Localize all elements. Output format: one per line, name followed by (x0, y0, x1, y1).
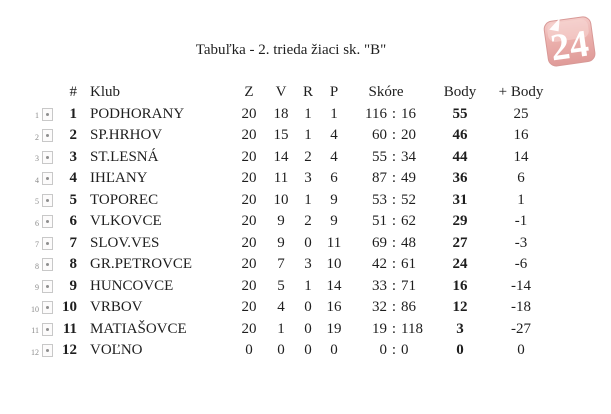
row-marker (39, 258, 55, 271)
header-r: R (302, 84, 313, 101)
header-body: Body (443, 84, 477, 101)
plus-body-cell: 6 (517, 170, 525, 187)
v-cell: 4 (277, 299, 285, 316)
v-cell: 1 (277, 320, 285, 337)
row-marker-number: 1 (35, 111, 39, 121)
z-cell: 20 (241, 191, 257, 208)
club-cell: SLOV.VES (90, 234, 160, 251)
body-cell: 24 (452, 256, 468, 273)
bullet-box-icon (42, 237, 53, 250)
r-cell: 0 (304, 234, 312, 251)
z-cell: 20 (241, 256, 257, 273)
r-cell: 1 (304, 277, 312, 294)
score-separator: : (391, 320, 397, 337)
r-cell: 2 (304, 148, 312, 165)
z-cell: 20 (241, 148, 257, 165)
rank-cell: 7 (69, 234, 77, 251)
score-against-cell: 62 (401, 213, 416, 230)
rank-cell: 6 (69, 213, 77, 230)
club-cell: GR.PETROVCE (90, 256, 193, 273)
bullet-box-icon (42, 258, 53, 271)
p-cell: 6 (330, 170, 338, 187)
club-cell: TOPOREC (90, 191, 159, 208)
z-cell: 20 (241, 234, 257, 251)
club-cell: VLKOVCE (90, 213, 162, 230)
rank-cell: 11 (62, 320, 77, 337)
score-separator: : (391, 277, 397, 294)
v-cell: 11 (273, 170, 289, 187)
row-marker-number: 5 (35, 197, 39, 207)
score-separator: : (391, 256, 397, 273)
rank-cell: 4 (69, 170, 77, 187)
p-cell: 9 (330, 213, 338, 230)
z-cell: 20 (241, 320, 257, 337)
p-cell: 11 (326, 234, 342, 251)
row-marker (39, 151, 55, 164)
body-cell: 29 (452, 213, 468, 230)
body-cell: 36 (452, 170, 468, 187)
v-cell: 15 (273, 127, 289, 144)
bullet-box-icon (42, 344, 53, 357)
club-cell: VRBOV (90, 299, 143, 316)
z-cell: 20 (241, 299, 257, 316)
score-for-cell: 55 (372, 148, 387, 165)
club-cell: ST.LESNÁ (90, 148, 159, 165)
table-row (25, 297, 557, 319)
score-for-cell: 32 (372, 299, 387, 316)
bullet-box-icon (42, 194, 53, 207)
club-cell: PODHORANY (90, 105, 185, 122)
score-for-cell: 42 (372, 256, 387, 273)
z-cell: 20 (241, 170, 257, 187)
r-cell: 3 (304, 170, 312, 187)
body-cell: 31 (452, 191, 468, 208)
score-for-cell: 116 (365, 105, 387, 122)
bullet-box-icon (42, 172, 53, 185)
row-marker (39, 108, 55, 121)
table-row (25, 340, 557, 362)
rank-cell: 12 (62, 342, 77, 359)
v-cell: 0 (277, 342, 285, 359)
p-cell: 14 (326, 277, 342, 294)
score-for-cell: 19 (372, 320, 387, 337)
score-against-cell: 0 (401, 342, 409, 359)
header-rank: # (69, 84, 77, 101)
table-row (25, 125, 557, 147)
r-cell: 0 (304, 320, 312, 337)
table-row (25, 168, 557, 190)
score-separator: : (391, 213, 397, 230)
logo-text: 24 (547, 22, 592, 70)
r-cell: 1 (304, 191, 312, 208)
body-cell: 0 (456, 342, 464, 359)
v-cell: 18 (273, 105, 289, 122)
plus-body-cell: 1 (517, 191, 525, 208)
table-row (25, 319, 557, 341)
rank-cell: 1 (69, 105, 77, 122)
table-row (25, 211, 557, 233)
p-cell: 0 (330, 342, 338, 359)
header-p: P (329, 84, 339, 101)
v-cell: 5 (277, 277, 285, 294)
row-marker (39, 129, 55, 142)
table-row (25, 276, 557, 298)
page-title: Tabuľka - 2. trieda žiaci sk. "B" (195, 42, 387, 58)
r-cell: 1 (304, 105, 312, 122)
score-separator: : (391, 299, 397, 316)
club-cell: IHĽANY (90, 170, 148, 187)
score-for-cell: 87 (372, 170, 387, 187)
bullet-box-icon (42, 215, 53, 228)
body-cell: 55 (452, 105, 468, 122)
score-against-cell: 48 (401, 234, 416, 251)
table-row (25, 147, 557, 169)
score-separator: : (391, 127, 397, 144)
r-cell: 2 (304, 213, 312, 230)
score-for-cell: 51 (372, 213, 387, 230)
row-marker-number: 4 (35, 175, 39, 185)
score-for-cell: 69 (372, 234, 387, 251)
score-for-cell: 60 (372, 127, 387, 144)
score-against-cell: 20 (401, 127, 416, 144)
row-marker (39, 344, 55, 357)
bullet-box-icon (42, 129, 53, 142)
p-cell: 16 (326, 299, 342, 316)
score-separator: : (391, 170, 397, 187)
p-cell: 9 (330, 191, 338, 208)
rank-cell: 3 (69, 148, 77, 165)
score-separator: : (391, 342, 397, 359)
bullet-box-icon (42, 301, 53, 314)
table-row (25, 190, 557, 212)
body-cell: 12 (452, 299, 468, 316)
row-marker (39, 323, 55, 336)
row-marker-number: 12 (31, 347, 39, 357)
score-against-cell: 34 (401, 148, 416, 165)
r-cell: 1 (304, 127, 312, 144)
z-cell: 0 (245, 342, 253, 359)
table-body (25, 104, 557, 362)
row-marker (39, 215, 55, 228)
row-marker (39, 194, 55, 207)
score-for-cell: 33 (372, 277, 387, 294)
score-against-cell: 61 (401, 256, 416, 273)
table-row (25, 104, 557, 126)
row-marker (39, 301, 55, 314)
body-cell: 46 (452, 127, 468, 144)
v-cell: 7 (277, 256, 285, 273)
row-marker-number: 3 (35, 154, 39, 164)
score-against-cell: 49 (401, 170, 416, 187)
row-marker-number: 8 (35, 261, 39, 271)
row-marker-number: 6 (35, 218, 39, 228)
header-v: V (275, 84, 287, 101)
plus-body-cell: -27 (511, 320, 531, 337)
row-marker (39, 172, 55, 185)
body-cell: 3 (456, 320, 464, 337)
score-for-cell: 0 (379, 342, 387, 359)
table-header-row (25, 82, 557, 104)
plus-body-cell: -6 (514, 256, 528, 273)
plus-body-cell: 0 (517, 342, 525, 359)
score-against-cell: 71 (401, 277, 416, 294)
row-marker-number: 7 (35, 240, 39, 250)
plus-body-cell: 25 (513, 105, 529, 122)
bullet-box-icon (42, 323, 53, 336)
plus-body-cell: 14 (513, 148, 529, 165)
row-marker-number: 10 (31, 304, 39, 314)
rank-cell: 2 (69, 127, 77, 144)
rank-cell: 5 (69, 191, 77, 208)
plus-body-cell: -3 (514, 234, 528, 251)
z-cell: 20 (241, 277, 257, 294)
plus-body-cell: -14 (511, 277, 531, 294)
z-cell: 20 (241, 127, 257, 144)
row-marker-number: 11 (31, 326, 39, 336)
rank-cell: 8 (69, 256, 77, 273)
header-z: Z (244, 84, 254, 101)
v-cell: 10 (273, 191, 289, 208)
score-against-cell: 86 (401, 299, 416, 316)
p-cell: 10 (326, 256, 342, 273)
v-cell: 9 (277, 234, 285, 251)
p-cell: 1 (330, 105, 338, 122)
score-for-cell: 53 (372, 191, 387, 208)
header-club: Klub (90, 84, 120, 101)
header-plus-body: + Body (498, 84, 544, 101)
body-cell: 27 (452, 234, 468, 251)
body-cell: 16 (452, 277, 468, 294)
p-cell: 4 (330, 148, 338, 165)
row-marker (39, 237, 55, 250)
r-cell: 0 (304, 299, 312, 316)
body-cell: 44 (452, 148, 468, 165)
rank-cell: 9 (69, 277, 77, 294)
p-cell: 4 (330, 127, 338, 144)
club-cell: MATIAŠOVCE (90, 320, 187, 337)
plus-body-cell: -1 (514, 213, 528, 230)
club-cell: SP.HRHOV (90, 127, 163, 144)
rank-cell: 10 (62, 299, 77, 316)
table-row (25, 254, 557, 276)
bullet-box-icon (42, 280, 53, 293)
plus-body-cell: -18 (511, 299, 531, 316)
league-table-panel (25, 40, 557, 362)
score-separator: : (391, 234, 397, 251)
score-separator: : (391, 191, 397, 208)
r-cell: 3 (304, 256, 312, 273)
score-against-cell: 16 (401, 105, 416, 122)
header-score: Skóre (368, 84, 404, 101)
row-marker-number: 9 (35, 283, 39, 293)
score-against-cell: 52 (401, 191, 416, 208)
row-marker (39, 280, 55, 293)
row-marker-number: 2 (35, 132, 39, 142)
table-row (25, 233, 557, 255)
v-cell: 14 (273, 148, 289, 165)
club-cell: HUNCOVCE (90, 277, 174, 294)
bullet-box-icon (42, 151, 53, 164)
score-against-cell: 118 (401, 320, 423, 337)
score-separator: : (391, 148, 397, 165)
club-cell: VOĽNO (90, 342, 143, 359)
p-cell: 19 (326, 320, 342, 337)
r-cell: 0 (304, 342, 312, 359)
score-separator: : (391, 105, 397, 122)
z-cell: 20 (241, 213, 257, 230)
v-cell: 9 (277, 213, 285, 230)
z-cell: 20 (241, 105, 257, 122)
bullet-box-icon (42, 108, 53, 121)
plus-body-cell: 16 (513, 127, 529, 144)
